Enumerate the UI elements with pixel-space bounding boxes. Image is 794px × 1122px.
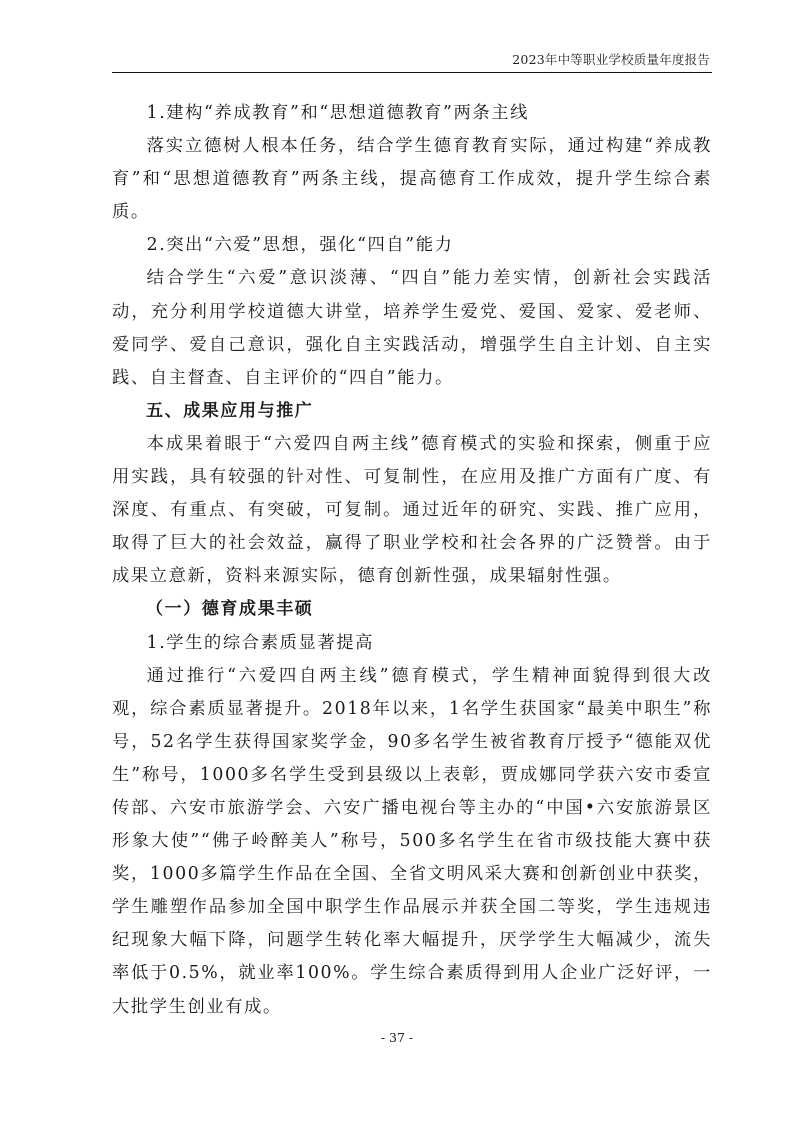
paragraph-student-quality: 通过推行“六爱四自两主线”德育模式，学生精神面貌得到很大改观，综合素质显著提升。2018年以来，1名学生获国家“最美中职生”称号，52名学生获得国家奖学金，90多名学生被省教育厅授予“德能双优生”称号，1000多名学生受到县级以上表彰，贾成娜同学获六安市委宣传部、六安市旅游学会、六安广播电视台等主办的“中国•六安旅游景区形象大使”“佛子岭醉美人”称号，500多名学生在省市级技能大赛中获奖，1000多篇学生作品在全国、全省文明风采大赛和创新创业中获奖，学生雕塑作品参加全国中职学生作品展示并获全国二等奖，学生违规违纪现象大幅下降，问题学生转化率大幅提升，厌学学生大幅减少，流失率低于0.5%，就业率100%。学生综合素质得到用人企业广泛好评，一大批学生创业有成。 — [112, 665, 712, 1017]
paragraph-six-loves-four-selfs: 结合学生“六爱”意识淡薄、“四自”能力差实情，创新社会实践活动，充分利用学校道德大讲堂，培养学生爱党、爱国、爱家、爱老师、爱同学、爱自己意识，强化自主实践活动，增强学生自主计划、自主实践、自主督查、自主评价的“四自”能力。 — [112, 268, 712, 388]
section-heading-application: 五、成果应用与推广 — [146, 400, 314, 421]
running-header-title: 2023年中等职业学校质量年度报告 — [512, 52, 710, 67]
subheading-two-main-lines: 1.建构“养成教育”和“思想道德教育”两条主线 — [146, 103, 530, 123]
report-body — [112, 97, 712, 1024]
subheading-six-loves-four-selfs: 2.突出“六爱”思想，强化“四自”能力 — [146, 235, 454, 256]
subheading-student-quality: 1.学生的综合素质显著提高 — [146, 632, 374, 653]
header-rule — [112, 72, 712, 73]
paragraph-application: 本成果着眼于“六爱四自两主线”德育模式的实验和探索，侧重于应用实践，具有较强的针对性、可复制性，在应用及推广方面有广度、有深度、有重点、有突破，可复制。通过近年的研究、实践、推广应用，取得了巨大的社会效益，赢得了职业学校和社会各界的广泛赞誉。由于成果立意新，资料来源实际，德育创新性强，成果辐射性强。 — [112, 433, 712, 587]
paragraph-two-main-lines: 落实立德树人根本任务，结合学生德育教育实际，通过构建“养成教育”和“思想道德教育”两条主线，提高德育工作成效，提升学生综合素质。 — [112, 136, 712, 223]
section-heading-moral-results: （一）德育成果丰硕 — [146, 599, 314, 620]
page-number: - 37 - — [380, 1030, 414, 1045]
